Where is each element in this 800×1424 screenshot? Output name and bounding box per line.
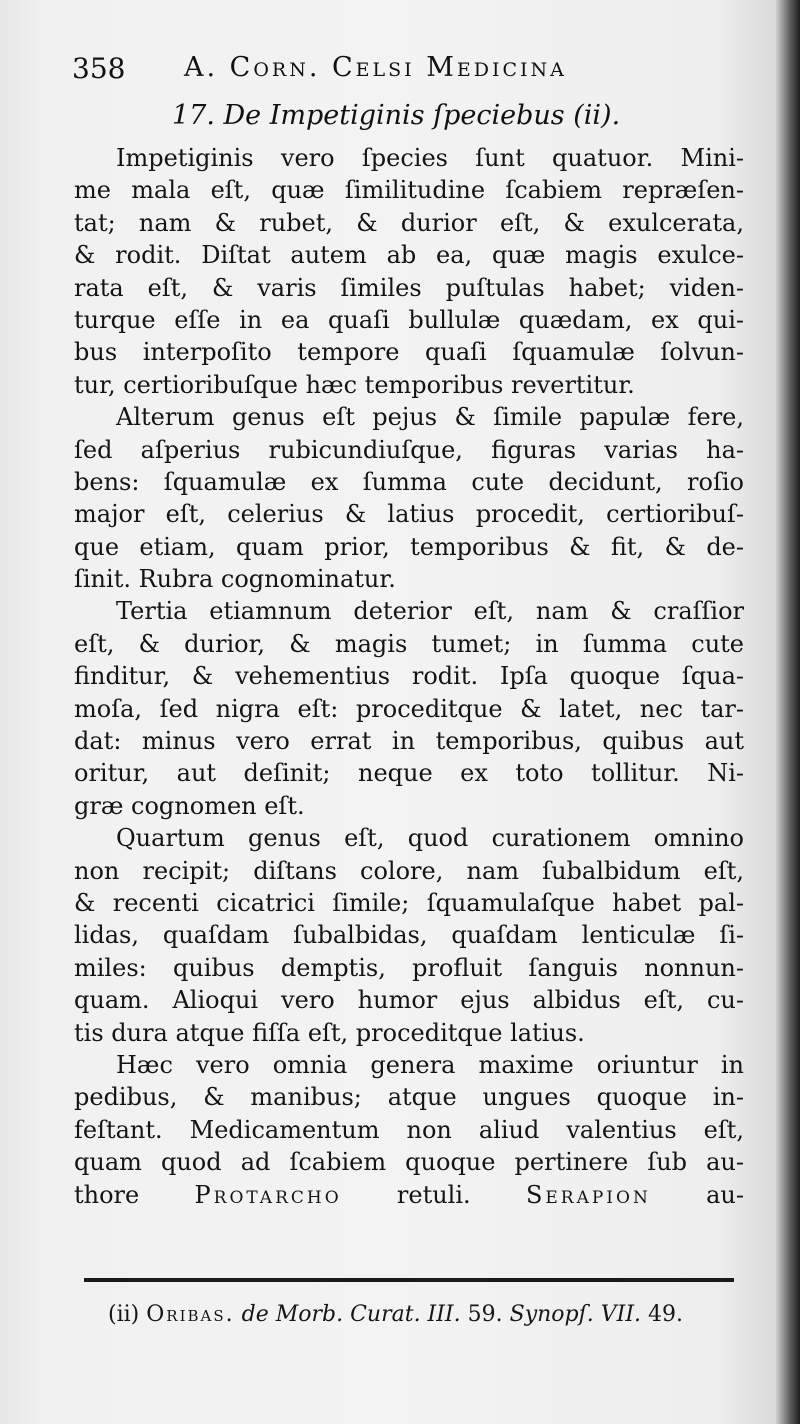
page-edge-shadow <box>776 0 800 1424</box>
text-line: tis dura atque fiſſa eſt, proceditque latius. <box>74 1018 585 1047</box>
author-name: Protarcho <box>194 1180 342 1209</box>
body-text <box>74 142 744 1211</box>
footnote-author: Oribas. <box>146 1302 235 1327</box>
text-line: rata eſt, & varis ſimiles puſtulas habet; viden- <box>74 273 744 302</box>
text-fragment: au- <box>706 1180 744 1209</box>
footnote-work-2: Synopſ. VII. <box>509 1302 642 1327</box>
paragraph-2 <box>74 401 744 595</box>
text-line-final <box>74 1179 744 1211</box>
text-line: pedibus, & manibus; atque ungues quoque in- <box>74 1083 744 1112</box>
text-line: miles: quibus demptis, profluit ſanguis nonnun- <box>74 953 744 982</box>
text-line: tur, certioribuſque hæc temporibus revertitur. <box>74 370 635 399</box>
paragraph-4 <box>74 822 744 1049</box>
text-line: moſa, ſed nigra eſt: proceditque & latet, nec tar- <box>74 694 744 723</box>
footnote-rule <box>84 1278 734 1282</box>
footnote-marker: (ii) <box>108 1302 140 1327</box>
text-line: Alterum genus eſt pejus & ſimile papulæ fere, <box>116 403 744 432</box>
text-line: ſinit. Rubra cognominatur. <box>74 565 396 594</box>
text-line: eſt, & durior, & magis tumet; in ſumma cute <box>74 629 744 658</box>
footnote <box>108 1302 768 1327</box>
text-line: me mala eſt, quæ ſimilitudine ſcabiem repræſen- <box>74 176 744 205</box>
paragraph-3 <box>74 595 744 822</box>
text-line: quam. Alioqui vero humor ejus albidus eſt, cu- <box>74 986 744 1015</box>
text-line: Impetiginis vero ſpecies ſunt quatuor. Mini- <box>116 144 744 172</box>
text-line: feſtant. Medicamentum non aliud valentius eſt, <box>74 1115 744 1144</box>
paragraph-5 <box>74 1049 744 1211</box>
text-line: oritur, aut deſinit; neque ex toto tollitur. Ni- <box>74 759 744 788</box>
text-fragment: thore <box>74 1180 140 1209</box>
text-line: Quartum genus eſt, quod curationem omnino <box>116 824 744 853</box>
text-fragment: retuli. <box>396 1180 471 1209</box>
footnote-work: de Morb. Curat. III. <box>241 1302 461 1327</box>
text-line: non recipit; diſtans colore, nam ſubalbidum eſt, <box>74 856 744 885</box>
author-name: Serapion <box>525 1180 651 1209</box>
text-line: & rodit. Diſtat autem ab ea, quæ magis exulce- <box>74 241 744 270</box>
page-number: 358 <box>72 52 126 85</box>
text-line: finditur, & vehementius rodit. Ipſa quoque ſqua- <box>74 662 744 691</box>
footnote-number-2: 49. <box>648 1302 684 1327</box>
text-line: quam quod ad ſcabiem quoque pertinere ſub au- <box>74 1148 744 1177</box>
running-title: A. Corn. Celsi Medicina <box>184 52 567 83</box>
footnote-number: 59. <box>467 1302 503 1327</box>
text-line: major eſt, celerius & latius procedit, certioribuſ- <box>74 500 744 529</box>
text-line: græ cognomen eſt. <box>74 791 305 820</box>
text-line: lidas, quaſdam ſubalbidas, quaſdam lenticulæ ſi- <box>74 921 744 950</box>
text-line: que etiam, quam prior, temporibus & fit, & de- <box>74 532 744 561</box>
text-line: ſed aſperius rubicundiuſque, figuras varias ha- <box>74 435 744 464</box>
text-line: tat; nam & rubet, & durior eſt, & exulcerata, <box>74 208 744 237</box>
text-line: turque eſſe in ea quaſi bullulæ quædam, ex qui- <box>74 305 744 334</box>
text-line: Tertia etiamnum deterior eſt, nam & craſſior <box>116 597 744 626</box>
text-line: bens: ſquamulæ ex ſumma cute decidunt, roſio <box>74 467 744 496</box>
paragraph-1 <box>74 142 744 401</box>
text-line: bus interpoſito tempore quaſi ſquamulæ ſolvun- <box>74 338 744 367</box>
text-line: Hæc vero omnia genera maxime oriuntur in <box>116 1050 744 1079</box>
section-title: 17. De Impetiginis ſpeciebus (ii). <box>172 100 621 131</box>
text-line: & recenti cicatrici ſimile; ſquamulaſque habet pal- <box>74 888 744 917</box>
text-line: dat: minus vero errat in temporibus, quibus aut <box>74 727 744 756</box>
running-head <box>72 52 682 92</box>
